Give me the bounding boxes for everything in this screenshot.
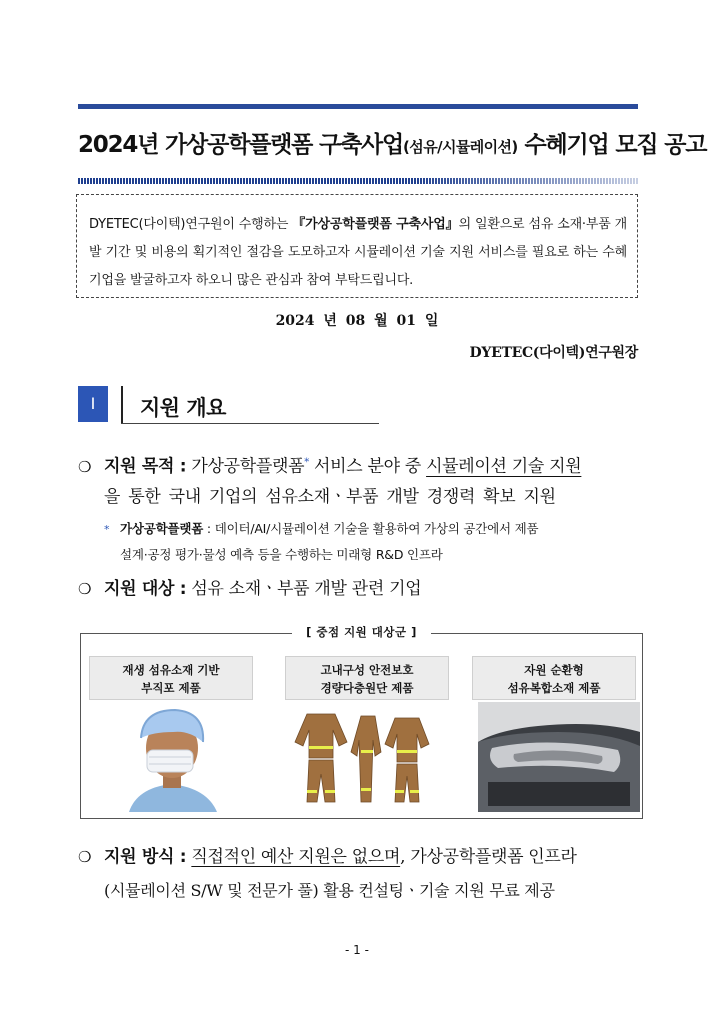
intro-text-2: 의 일환으로 섬유 소재·부품 개발 기간 및 비용의 획기적인 절감을 도모하고자 시뮬레이션 기술 지원 서비스를 필요로 하는 수혜기업을 발굴하고자 하오니 많은 관심과 참여 부탁드립니다. [89,217,627,288]
purpose-underlined: 시뮬레이션 기술 지원 [426,456,582,477]
method-bullet [78,840,658,874]
focus-box-title-text: [ 중점 지원 대상군 ] [292,625,431,639]
footnote-definition [104,516,649,543]
purpose-line-2: 을 통한 국내 기업의 섬유소재ㆍ부품 개발 경쟁력 확보 지원 [104,487,556,507]
footnote-text-2: 설계·공정 평가·물성 예측 등을 수행하는 미래형 R&D 인프라 [120,547,443,562]
firefighter-suit-photo-icon [285,702,449,812]
section-title: 지원 개요 [140,396,226,420]
title-end: 수혜기업 모집 공고 [517,132,707,158]
header-bottom-rule [78,178,638,184]
car-door-interior-photo-icon [478,702,640,812]
page-title [78,126,707,159]
footnote-star: * [304,457,309,468]
card-label-protective [285,656,449,700]
section-number-box: I [78,386,108,422]
footnote-text-1: : 데이터/AI/시뮬레이션 기술을 활용하여 가상의 공간에서 제품 [203,521,539,536]
surgical-mask-cap-photo-icon [89,702,253,812]
section-divider-vertical [121,386,123,424]
target-text: 섬유 소재ㆍ부품 개발 관련 기업 [186,579,422,599]
intro-text-1: DYETEC(다이텍)연구원이 수행하는 [89,217,293,232]
method-line-2: (시뮬레이션 S/W 및 전문가 풀) 활용 컨설팅ㆍ기술 지원 무료 제공 [104,881,555,900]
bullet-circle-icon: ❍ [78,848,92,866]
page-number: - 1 - [345,943,369,957]
title-main: 2024년 가상공학플랫폼 구축사업 [78,132,404,158]
card-label-line2: 섬유복합소재 제품 [507,681,601,695]
card-label-line1: 자원 순환형 [524,663,584,677]
card-label-line2: 경량다층원단 제품 [320,681,414,695]
target-bullet [78,572,658,606]
title-paren: (섬유/시뮬레이션) [403,138,518,156]
purpose-text-1: 가상공학플랫폼 [186,456,305,477]
card-label-composite [472,656,636,700]
method-text: , 가상공학플랫폼 인프라 [400,847,577,867]
issuer-name: DYETEC(다이텍)연구원장 [469,345,638,361]
intro-box [76,194,638,298]
bullet-circle-icon: ❍ [78,457,92,476]
target-label: 지원 대상 : [104,579,187,599]
purpose-text-2: 서비스 분야 중 [308,456,427,477]
header-top-rule [78,104,638,109]
focus-box-title [80,624,643,640]
bullet-circle-icon: ❍ [78,580,92,598]
purpose-label: 지원 목적 : [104,456,187,477]
card-label-line2: 부직포 제품 [141,681,201,695]
method-underlined: 직접적인 예산 지원은 없으며 [191,847,401,867]
purpose-bullet [78,446,658,484]
card-label-line1: 고내구성 안전보호 [320,663,414,677]
footnote-star-icon: * [104,523,110,536]
card-label-line1: 재생 섬유소재 기반 [122,663,220,677]
announcement-date: 2024 년 08 월 01 일 [275,313,439,329]
card-label-nonwoven [89,656,253,700]
footnote-label: 가상공학플랫폼 [120,521,204,536]
method-label: 지원 방식 : [104,847,187,867]
section-underline [121,423,379,424]
intro-emphasis: 『가상공학플랫폼 구축사업』 [292,217,459,232]
